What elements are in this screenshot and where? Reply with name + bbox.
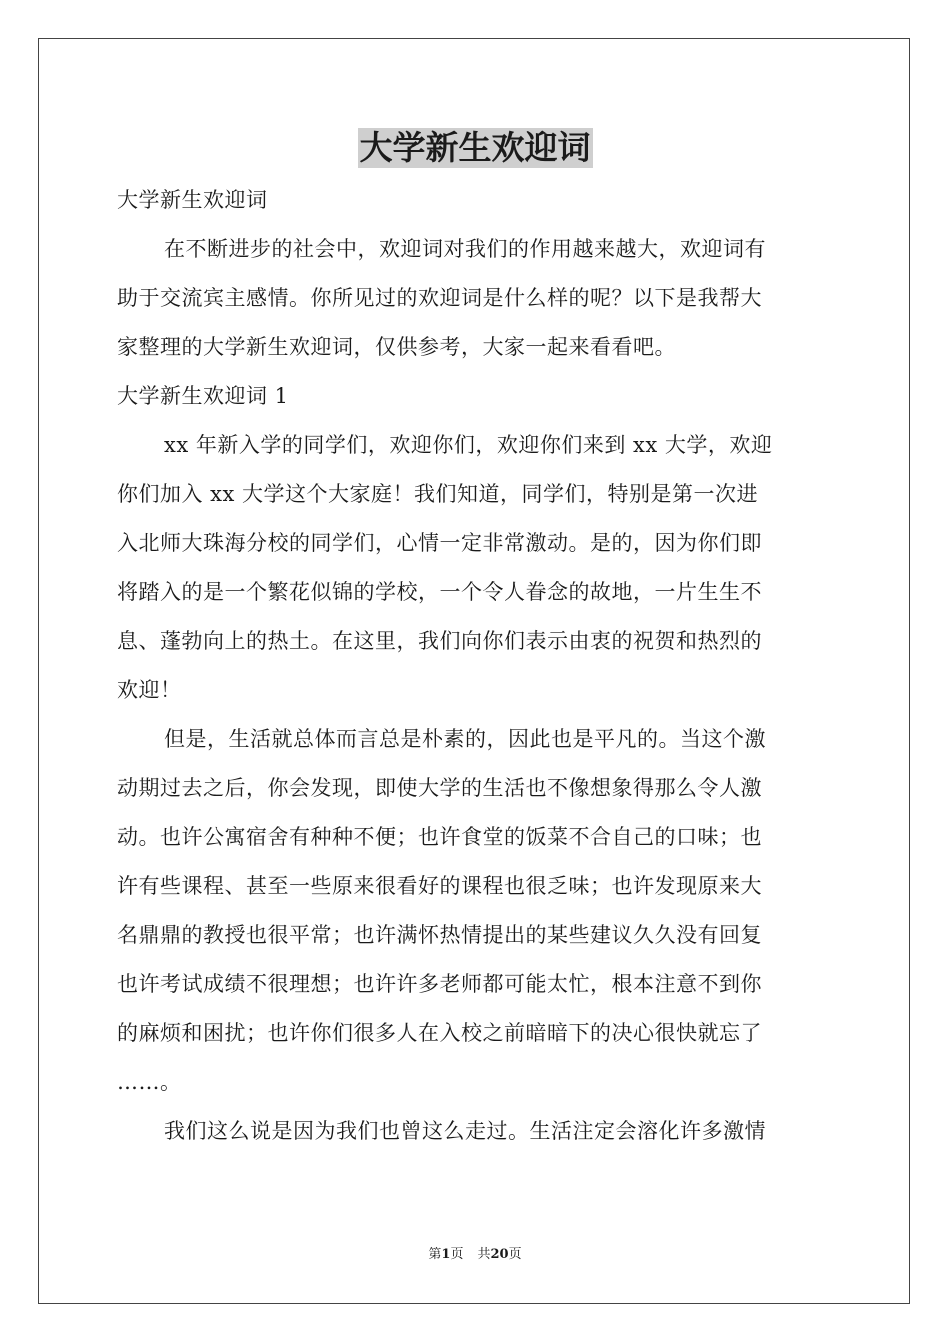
text-line: 大学新生欢迎词	[117, 188, 268, 212]
page-footer	[0, 1246, 950, 1264]
text-line: 名鼎鼎的教授也很平常；也许满怀热情提出的某些建议久久没有回复	[117, 923, 762, 947]
footer-total-prefix: 共	[477, 1247, 491, 1262]
document-title: 大学新生欢迎词	[359, 128, 591, 167]
footer-page-number: 1	[441, 1247, 451, 1262]
text-line: 也许考试成绩不很理想；也许许多老师都可能太忙，根本注意不到你	[117, 972, 762, 996]
text-line: 家整理的大学新生欢迎词，仅供参考，大家一起来看看吧。	[117, 335, 676, 359]
text-line: 我们这么说是因为我们也曾这么走过。生活注定会溶化许多激情	[164, 1119, 766, 1143]
text-line: 的麻烦和困扰；也许你们很多人在入校之前暗暗下的决心很快就忘了	[117, 1021, 762, 1045]
text-line: 大学新生欢迎词 1	[117, 384, 289, 408]
text-line: 但是，生活就总体而言总是朴素的，因此也是平凡的。当这个激	[164, 727, 766, 751]
text-line: 动期过去之后，你会发现，即使大学的生活也不像想象得那么令人激	[117, 776, 762, 800]
footer-page-suffix: 页	[450, 1247, 464, 1262]
footer-page-prefix: 第	[428, 1247, 442, 1262]
text-line: ……。	[117, 1070, 182, 1094]
text-line: 助于交流宾主感情。你所见过的欢迎词是什么样的呢？以下是我帮大	[117, 286, 762, 310]
text-line: 你们加入 xx 大学这个大家庭！我们知道，同学们，特别是第一次进	[117, 482, 759, 506]
footer-total-pages: 20	[490, 1247, 509, 1262]
text-line: 入北师大珠海分校的同学们，心情一定非常激动。是的，因为你们即	[117, 531, 762, 555]
text-line: 息、蓬勃向上的热土。在这里，我们向你们表示由衷的祝贺和热烈的	[117, 629, 762, 653]
document-body	[117, 176, 833, 1156]
title-wrap	[0, 128, 950, 168]
text-line: 将踏入的是一个繁花似锦的学校，一个令人眷念的故地，一片生生不	[117, 580, 762, 604]
text-line: 许有些课程、甚至一些原来很看好的课程也很乏味；也许发现原来大	[117, 874, 762, 898]
text-line: 欢迎！	[117, 678, 182, 702]
text-line: xx 年新入学的同学们，欢迎你们，欢迎你们来到 xx 大学，欢迎	[164, 433, 773, 457]
text-line: 在不断进步的社会中，欢迎词对我们的作用越来越大，欢迎词有	[164, 237, 766, 261]
footer-total-suffix: 页	[508, 1247, 522, 1262]
text-line: 动。也许公寓宿舍有种种不便；也许食堂的饭菜不合自己的口味；也	[117, 825, 762, 849]
